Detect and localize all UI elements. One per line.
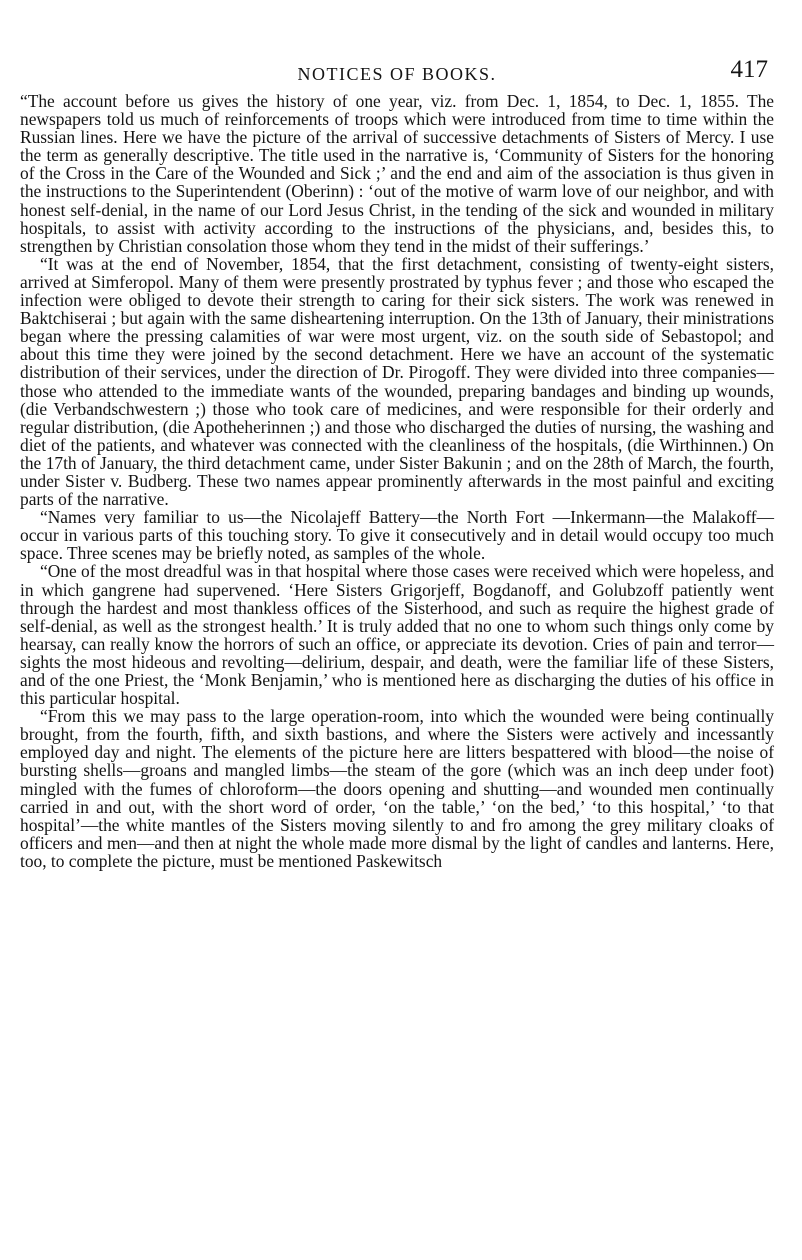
running-title: NOTICES OF BOOKS. — [297, 64, 497, 84]
paragraph-4: “One of the most dreadful was in that hospital where those cases were received which were hopeless, and in which gangrene had supervened. ‘Here Sisters Grigorjeff, Bogdanoff, and Golubzoff patiently went through the hardest and most thankless offices of the Sisterhood, and such as require the highest grade of self-denial, as well as the strongest health.’ It is truly added that no one to whom such things only come by hearsay, can really know the horrors of such an office, or appreciate its devotion. Cries of pain and terror—sights the most hideous and revolting—delirium, despair, and death, were the familiar life of these Sisters, and of the one Priest, the ‘Monk Benjamin,’ who is mentioned here as discharging the duties of his office in this particular hospital. — [20, 561, 775, 709]
page-body — [20, 92, 774, 870]
paragraph-5: “From this we may pass to the large operation-room, into which the wounded were being continually brought, from the fourth, fifth, and sixth bastions, and where the Sisters were actively and incessantly employed day and night. The elements of the picture here are litters bespattered with blood—the noise of bursting shells—groans and mangled limbs—the steam of the gore (which was an inch deep under foot) mingled with the fumes of chloroform—the doors opening and shutting—and wounded men continually carried in and out, with the short word of order, ‘on the table,’ ‘on the bed,’ ‘to this hospital,’ ‘to that hospital’—the white mantles of the Sisters moving silently to and fro among the grey military cloaks of officers and men—and then at night the whole made more dismal by the light of candles and lanterns. Here, too, to complete the picture, must be mentioned Paskewitsch — [20, 706, 774, 871]
paragraph-1: “The account before us gives the history of one year, viz. from Dec. 1, 1854, to Dec. 1, 1855. The newspapers told us much of reinforcements of troops which were introduced from time to time within the Russian lines. Here we have the picture of the arrival of successive detachments of Sisters of Mercy. I use the term as generally descriptive. The title used in the narrative is, ‘Community of Sisters for the honoring of the Cross in the Care of the Wounded and Sick ;’ and the end and aim of the association is thus given in the instructions to the Superintendent (Oberinn) : ‘out of the motive of warm love of our neighbor, and with honest self-denial, in the name of our Lord Jesus Christ, in the tending of the sick and wounded in military hospitals, to assist with activity according to the instructions of the physicians, and, besides this, to strengthen by Christian consolation those whom they tend in the midst of their sufferings.’ — [20, 91, 774, 256]
page-number: 417 — [730, 56, 768, 83]
paragraph-3: “Names very familiar to us—the Nicolajeff Battery—the North Fort —Inkermann—the Malakoff—occur in various parts of this touching story. To give it consecutively and in detail would occupy too much space. Three scenes may be briefly noted, as samples of the whole. — [20, 507, 774, 564]
paragraph-2: “It was at the end of November, 1854, that the first detachment, consisting of twenty-eight sisters, arrived at Simferopol. Many of them were presently prostrated by typhus fever ; and those who escaped the infection were obliged to devote their strength to caring for their sick sisters. The work was renewed in Baktchiserai ; but again with the same disheartening interruption. On the 13th of January, their ministrations began where the pressing calamities of war were most urgent, viz. on the south side of Sebastopol; and about this time they were joined by the second detachment. Here we have an account of the systematic distribution of their services, under the direction of Dr. Pirogoff. They were divided into three companies—those who attended to the immediate wants of the wounded, preparing bandages and binding up wounds, (die Verbandschwestern ;) those who took care of medicines, and were responsible for their orderly and regular distribution, (die Apotheherinnen ;) and those who discharged the duties of nursing, the washing and diet of the patients, and whatever was connected with the cleanliness of the hospitals, (die Wirthinnen.) On the 17th of January, the third detachment came, under Sister Bakunin ; and on the 28th of March, the fourth, under Sister v. Budberg. These two names appear prominently afterwards in the most painful and exciting parts of the narrative. — [20, 253, 774, 510]
page-header — [20, 52, 774, 92]
